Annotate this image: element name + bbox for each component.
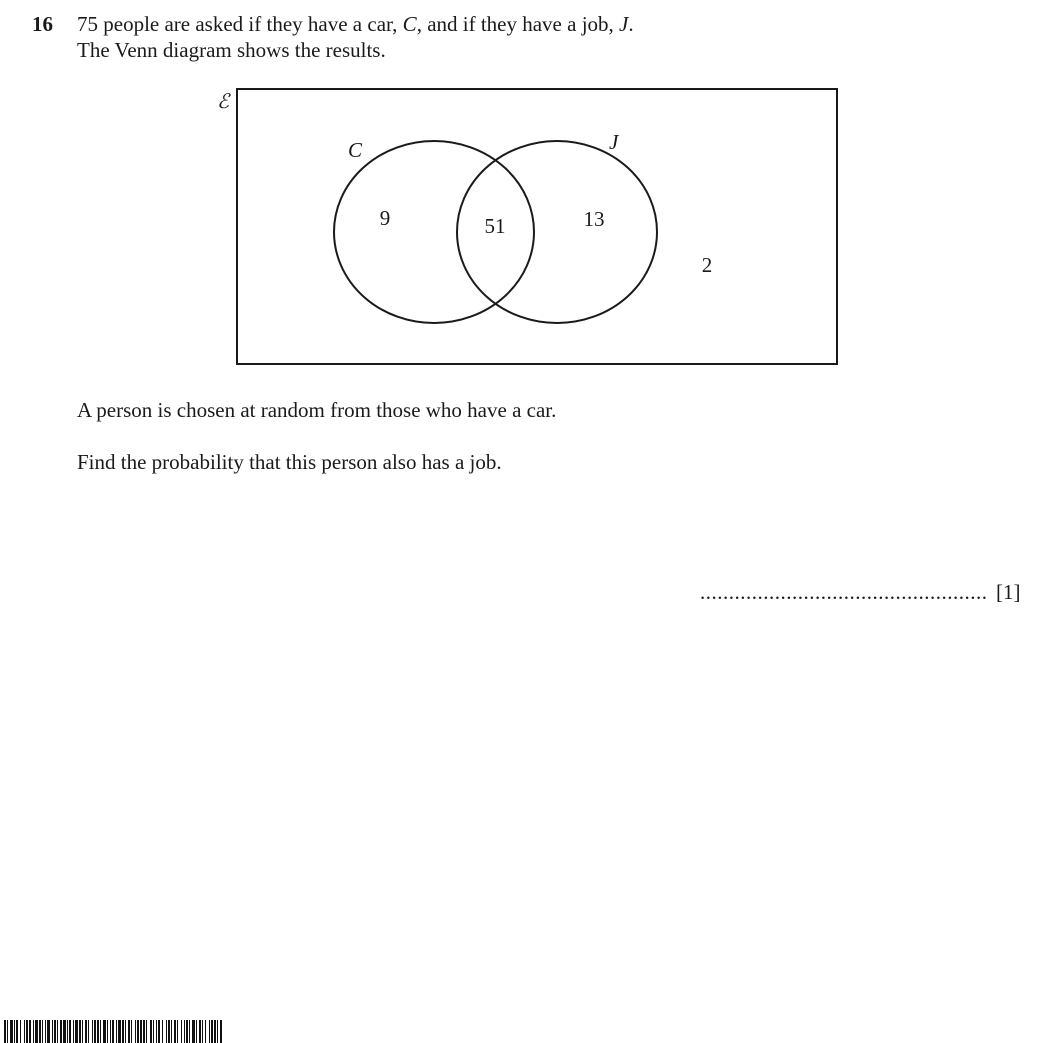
barcode-bar: [29, 1020, 31, 1043]
barcode-bar: [158, 1020, 160, 1043]
barcode-bar: [199, 1020, 201, 1043]
universal-set-symbol: ℰ: [217, 91, 230, 113]
barcode-bar: [202, 1020, 203, 1043]
barcode-bar: [220, 1020, 222, 1043]
barcode-bar: [143, 1020, 145, 1043]
barcode-bar: [192, 1020, 195, 1043]
barcode-bar: [4, 1020, 6, 1043]
barcode-bar: [47, 1020, 50, 1043]
barcode-bar: [177, 1020, 178, 1043]
barcode-bar: [168, 1020, 170, 1043]
question-number: 16: [32, 12, 53, 36]
barcode-bar: [45, 1020, 46, 1043]
barcode-bar: [79, 1020, 81, 1043]
intro-text-2: , and if they have a job,: [416, 12, 620, 36]
barcode-bar: [171, 1020, 172, 1043]
task-paragraph: Find the probability that this person also has a job.: [77, 450, 502, 474]
region-both-value: 51: [484, 214, 506, 238]
barcode-bar: [217, 1020, 218, 1043]
venn-diagram: [0, 0, 1056, 400]
barcode-bar: [110, 1020, 111, 1043]
answer-dots: ..................................................: [700, 580, 988, 604]
barcode-bar: [214, 1020, 216, 1043]
universal-set-rectangle: [237, 89, 837, 364]
set-j-inline-label: J: [619, 12, 629, 36]
barcode-bar: [75, 1020, 78, 1043]
barcode-bar: [103, 1020, 106, 1043]
barcode-bar: [153, 1020, 154, 1043]
barcode-bar: [128, 1020, 130, 1043]
answer-line[interactable]: [700, 578, 988, 606]
barcode-bar: [189, 1020, 190, 1043]
intro-text-1: 75 people are asked if they have a car,: [77, 12, 403, 36]
question-intro-line-2: The Venn diagram shows the results.: [77, 38, 386, 62]
barcode-bar: [85, 1020, 87, 1043]
barcode-bar: [52, 1020, 53, 1043]
region-c-only-value: 9: [379, 206, 391, 230]
barcode-bar: [42, 1020, 43, 1043]
barcode-bar: [20, 1020, 21, 1043]
barcode-bar: [88, 1020, 89, 1043]
barcode-bar: [94, 1020, 96, 1043]
barcode-bar: [73, 1020, 74, 1043]
barcode-bar: [26, 1020, 28, 1043]
barcode-bar: [14, 1020, 15, 1043]
barcode-bar: [146, 1020, 147, 1043]
barcode-bar: [16, 1020, 18, 1043]
barcode-bar: [107, 1020, 108, 1043]
barcode-bar: [174, 1020, 176, 1043]
barcode-bar: [63, 1020, 66, 1043]
barcode-bar: [67, 1020, 68, 1043]
context-paragraph: A person is chosen at random from those who have a car.: [77, 398, 557, 422]
barcode-bar: [39, 1020, 41, 1043]
barcode-bar: [211, 1020, 213, 1043]
intro-text-3: .: [628, 12, 634, 36]
set-c-inline-label: C: [402, 12, 417, 36]
barcode-bar: [57, 1020, 58, 1043]
barcode-bar: [116, 1020, 117, 1043]
barcode-bar: [162, 1020, 163, 1043]
barcode-bar: [186, 1020, 188, 1043]
barcode-bar: [135, 1020, 136, 1043]
barcode-bar: [92, 1020, 93, 1043]
barcode-bar: [7, 1020, 8, 1043]
set-j-label: J: [609, 130, 619, 154]
barcode-bar: [166, 1020, 167, 1043]
barcode-bar: [112, 1020, 114, 1043]
barcode-bar: [97, 1020, 99, 1043]
barcode-bar: [205, 1020, 206, 1043]
barcode-bar: [82, 1020, 83, 1043]
barcode: [4, 1020, 428, 1043]
region-j-only-value: 13: [583, 207, 605, 231]
barcode-bar: [125, 1020, 126, 1043]
barcode-bar: [122, 1020, 124, 1043]
barcode-bar: [10, 1020, 13, 1043]
barcode-bar: [184, 1020, 185, 1043]
barcode-bar: [209, 1020, 210, 1043]
region-neither-value: 2: [701, 253, 713, 277]
set-c-label: C: [348, 138, 363, 162]
barcode-bar: [69, 1020, 71, 1043]
barcode-bar: [60, 1020, 62, 1043]
barcode-bar: [131, 1020, 132, 1043]
barcode-bar: [24, 1020, 25, 1043]
barcode-bar: [33, 1020, 34, 1043]
barcode-bar: [140, 1020, 142, 1043]
barcode-bar: [156, 1020, 157, 1043]
barcode-bar: [54, 1020, 56, 1043]
barcode-bar: [100, 1020, 101, 1043]
barcode-bar: [35, 1020, 38, 1043]
barcode-bar: [196, 1020, 197, 1043]
barcode-bar: [150, 1020, 152, 1043]
barcode-bar: [181, 1020, 182, 1043]
barcode-bar: [118, 1020, 121, 1043]
marks-indicator: [1]: [996, 580, 1021, 604]
barcode-bar: [137, 1020, 139, 1043]
